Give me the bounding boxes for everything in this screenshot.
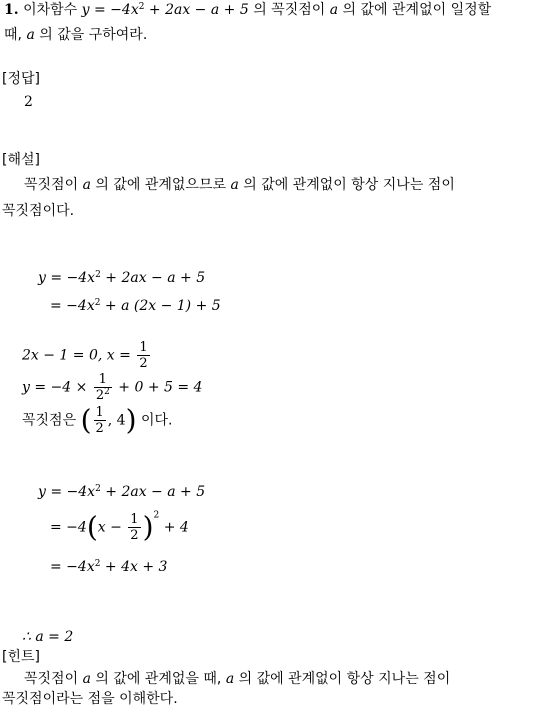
hint-paragraph-line-1: 꼭짓점이 a 의 값에 관계없을 때, a 의 값에 관계없이 항상 지나는 점이 xyxy=(24,671,451,687)
problem-text: 이차함수 xyxy=(23,2,78,18)
problem-text: 의 꼭짓점이 xyxy=(253,2,326,18)
explanation-paragraph-line-2: 꼭짓점이다. xyxy=(2,203,75,219)
explanation-paragraph-line-1: 꼭짓점이 a 의 값에 관계없으므로 a 의 값에 관계없이 항상 지나는 점이 xyxy=(24,177,455,193)
problem-number: 1. xyxy=(4,2,19,18)
problem-line-2 xyxy=(4,28,147,42)
step-3: 꼭짓점은 ( $\frac{1}{2}$ , 4) 이다. xyxy=(22,403,173,437)
problem-variable: a xyxy=(26,27,35,43)
problem-text: 의 값에 관계없이 일정할 xyxy=(342,2,492,18)
answer-label: [정답] xyxy=(2,71,40,87)
step-1: 2x − 1 = 0, x = $\frac{1}{2}$ xyxy=(22,340,148,371)
hint-label: [힌트] xyxy=(2,649,40,665)
problem-text: 때, xyxy=(4,27,22,43)
problem-line-1 xyxy=(4,3,491,17)
equation-3: $y = -4x^2 + 2ax - a + 5$ xyxy=(38,484,206,500)
conclusion: ∴ a = 2 xyxy=(22,629,74,645)
explanation-label: [해설] xyxy=(2,152,40,168)
hint-paragraph-line-2: 꼭짓점이라는 점을 이해한다. xyxy=(2,691,178,707)
answer-value: 2 xyxy=(24,94,33,110)
equation-1: $y = -4x^2 + 2ax - a + 5$ xyxy=(38,270,206,286)
equation-4: = −4(x − $\frac{1}{2}$ )$^2$ + 4 xyxy=(50,510,189,544)
equation-2: = $-4x^2 + a$ (2x − 1) + 5 xyxy=(50,298,221,314)
problem-variable: a xyxy=(329,2,339,18)
problem-function: $y = -4x^2 + 2ax - a + 5$ xyxy=(81,2,249,18)
problem-text: 의 값을 구하여라. xyxy=(39,27,148,43)
step-2: y = −4 × $\frac{1}{2^2}$ + 0 + 5 = 4 xyxy=(22,372,203,403)
equation-5: = $-4x^2 + 4x + 3$ xyxy=(50,559,168,575)
